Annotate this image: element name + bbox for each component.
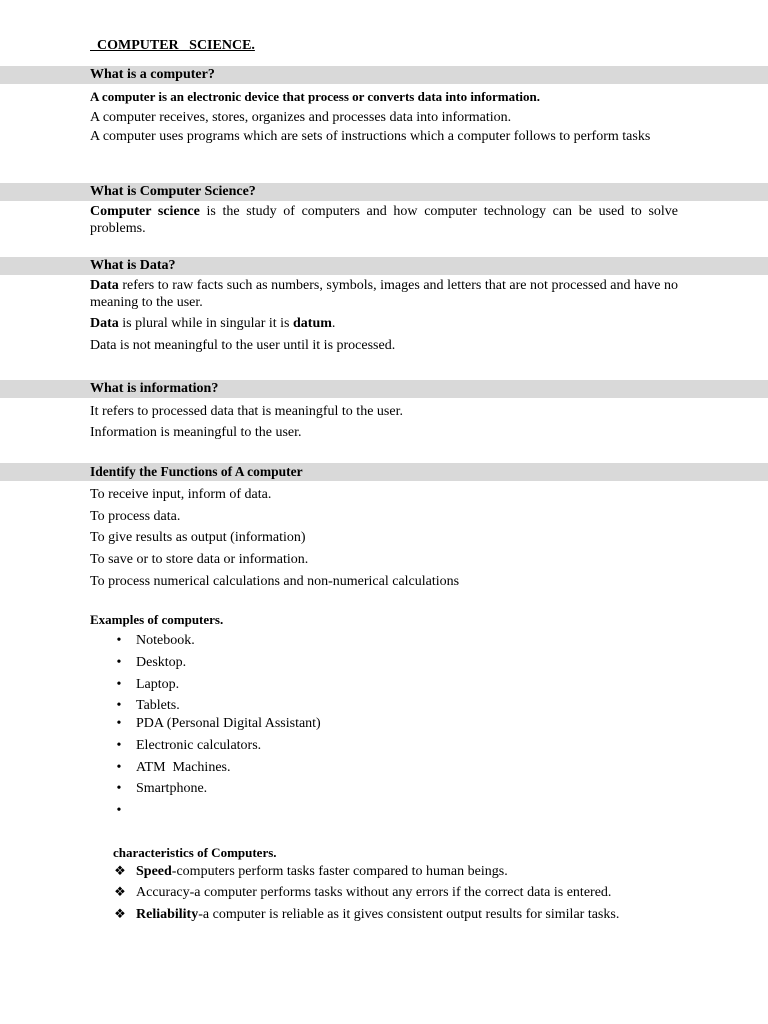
diamond-bullet-icon: ❖ — [114, 907, 126, 922]
data-term: Data — [90, 278, 119, 293]
document-title: COMPUTER SCIENCE. — [90, 38, 255, 53]
example-item-text: Notebook. — [136, 633, 195, 648]
data-paragraph — [90, 277, 678, 311]
computer-definition: A computer is an electronic device that process or converts data into information. — [90, 89, 541, 104]
information-line-1: It refers to processed data that is meaningful to the user. — [90, 404, 403, 419]
data-plural-line — [90, 315, 335, 332]
characteristic-term: Reliability — [136, 907, 199, 922]
heading-what-is-computer: What is a computer? — [90, 67, 215, 82]
heading-characteristics: characteristics of Computers. — [113, 845, 277, 860]
characteristic-description: -computers perform tasks faster compared to human beings. — [171, 864, 508, 879]
characteristic-text — [136, 884, 611, 901]
computer-science-text: is the study of computers and how computer technology can be used to solve problems. — [90, 204, 678, 236]
characteristic-description: Accuracy-a computer performs tasks without any errors if the correct data is entered. — [136, 885, 612, 900]
computer-science-term: Computer science — [90, 204, 200, 219]
function-item: To give results as output (information) — [90, 530, 306, 545]
computer-line-1: A computer receives, stores, organizes and processes data into information. — [90, 110, 512, 125]
heading-functions-of-computer: Identify the Functions of A computer — [90, 464, 303, 479]
characteristic-term: Speed — [136, 864, 172, 879]
bullet-icon: • — [116, 698, 122, 713]
heading-what-is-data: What is Data? — [90, 258, 176, 273]
heading-examples-of-computers: Examples of computers. — [90, 612, 224, 627]
heading-what-is-information: What is information? — [90, 381, 219, 396]
data-text: refers to raw facts such as numbers, symbols, images and letters that are not processed and have no meaning to the user. — [90, 278, 678, 310]
bullet-icon: • — [116, 738, 122, 753]
data-plural-text: is plural while in singular it is — [118, 316, 293, 331]
data-plural-term: Data — [90, 316, 119, 331]
bullet-icon: • — [116, 781, 122, 796]
diamond-bullet-icon: ❖ — [114, 885, 126, 900]
bullet-icon: • — [116, 760, 122, 775]
function-item: To process data. — [90, 509, 181, 524]
example-item-text: Electronic calculators. — [136, 738, 262, 753]
heading-what-is-computer-science: What is Computer Science? — [90, 184, 256, 199]
characteristic-text — [136, 906, 619, 923]
data-plural-end: . — [331, 316, 336, 331]
bullet-icon: • — [116, 655, 122, 670]
diamond-bullet-icon: ❖ — [114, 864, 126, 879]
bullet-icon: • — [116, 716, 122, 731]
bullet-icon: • — [116, 803, 122, 818]
example-item-text: Desktop. — [136, 655, 187, 670]
example-item-text: Laptop. — [136, 677, 180, 692]
function-item: To process numerical calculations and non-numerical calculations — [90, 574, 460, 589]
characteristic-description: -a computer is reliable as it gives consistent output results for similar tasks. — [198, 907, 620, 922]
characteristic-text — [136, 863, 508, 880]
example-item-text: Tablets. — [136, 698, 180, 713]
bullet-icon: • — [116, 677, 122, 692]
example-item-text: PDA (Personal Digital Assistant) — [136, 716, 321, 731]
bullet-icon: • — [116, 633, 122, 648]
function-item: To receive input, inform of data. — [90, 487, 272, 502]
data-line-3: Data is not meaningful to the user until it is processed. — [90, 338, 396, 353]
data-singular-term: datum — [293, 316, 332, 331]
information-line-2: Information is meaningful to the user. — [90, 425, 302, 440]
function-item: To save or to store data or information. — [90, 552, 309, 567]
computer-science-paragraph — [90, 203, 678, 237]
example-item-text: Smartphone. — [136, 781, 208, 796]
computer-line-2: A computer uses programs which are sets of instructions which a computer follows to perform tasks — [90, 129, 651, 144]
example-item-text: ATM Machines. — [136, 760, 231, 775]
